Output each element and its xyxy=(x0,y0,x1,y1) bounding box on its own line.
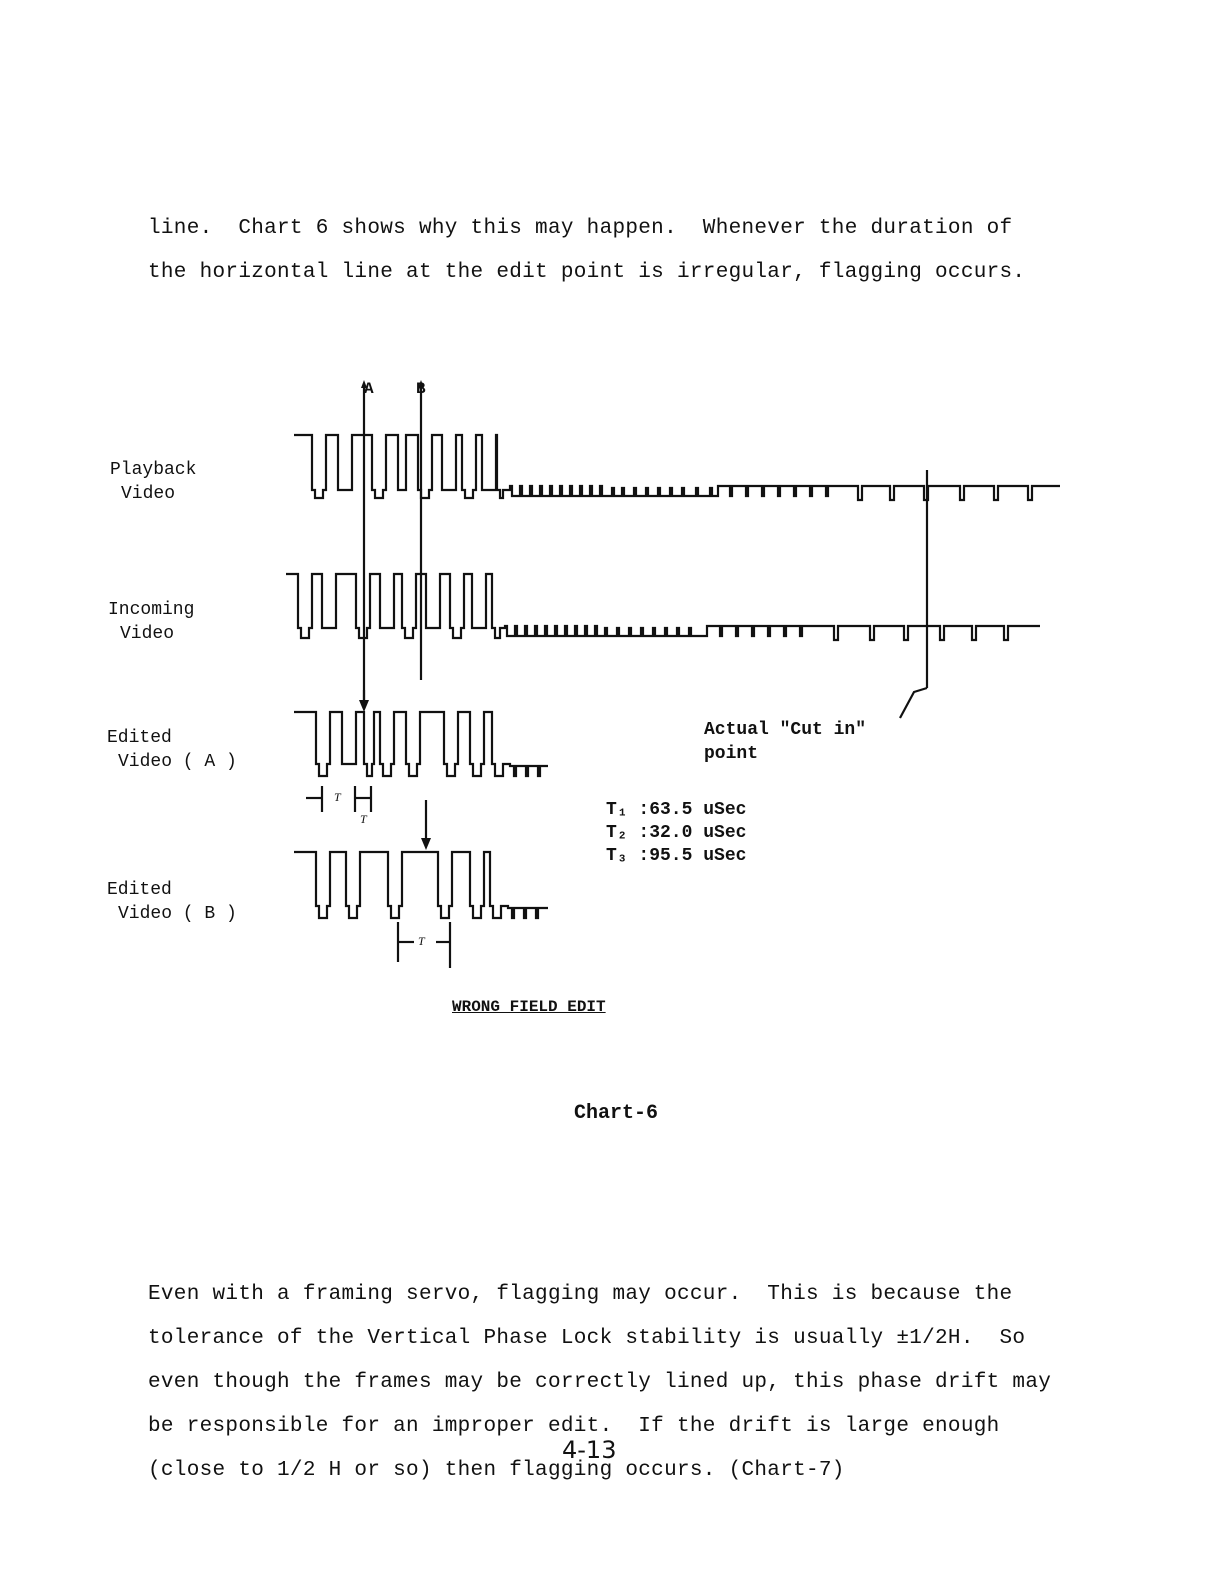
timing-t3: T₃ :95.5 uSec xyxy=(606,846,747,866)
edited-a-label-1: Edited xyxy=(107,728,172,748)
edited-b-waveform xyxy=(294,852,548,918)
playback-waveform xyxy=(294,435,1060,500)
after-line-4: be responsible for an improper edit. If the drift is large enough xyxy=(148,1415,1000,1438)
intro-line-2: the horizontal line at the edit point is irregular, flagging occurs. xyxy=(148,261,1026,284)
arrow-a-head xyxy=(359,700,369,712)
edited-a-label-2: Video ( A ) xyxy=(118,752,237,772)
chart-title: Chart-6 xyxy=(574,1102,659,1125)
page-number: 4-13 xyxy=(562,1436,617,1464)
incoming-label-2: Video xyxy=(120,624,175,644)
edited-a-waveform xyxy=(294,712,548,776)
playback-label-2: Video xyxy=(121,484,176,504)
cut-in-label-1: Actual "Cut in" xyxy=(704,720,867,740)
playback-label-1: Playback xyxy=(110,460,197,480)
incoming-label-1: Incoming xyxy=(108,600,195,620)
diagram-caption: WRONG FIELD EDIT xyxy=(452,998,606,1016)
timing-t1: T₁ :63.5 uSec xyxy=(606,800,747,820)
timing-t2: T₂ :32.0 uSec xyxy=(606,823,747,843)
t3-dim-label: T xyxy=(418,934,425,948)
edited-b-label-1: Edited xyxy=(107,880,172,900)
t1-dim-label: T xyxy=(334,790,341,804)
after-paragraph xyxy=(148,1262,1051,1504)
after-line-5: (close to 1/2 H or so) then flagging occurs. (Chart-7) xyxy=(148,1459,845,1482)
after-line-1: Even with a framing servo, flagging may occur. This is because the xyxy=(148,1283,1013,1306)
cut-in-pointer xyxy=(900,688,927,718)
after-line-2: tolerance of the Vertical Phase Lock stability is usually ±1/2H. So xyxy=(148,1327,1026,1350)
after-line-3: even though the frames may be correctly lined up, this phase drift may xyxy=(148,1371,1052,1394)
marker-b-label: B xyxy=(416,380,426,398)
edited-b-label-2: Video ( B ) xyxy=(118,904,237,924)
marker-a-label: A xyxy=(364,380,374,398)
intro-line-1: line. Chart 6 shows why this may happen. Whenever the duration of xyxy=(148,217,1013,240)
arrow-b-head xyxy=(421,838,431,850)
t2-dim-label: T xyxy=(360,812,367,826)
cut-in-label-2: point xyxy=(704,744,759,764)
